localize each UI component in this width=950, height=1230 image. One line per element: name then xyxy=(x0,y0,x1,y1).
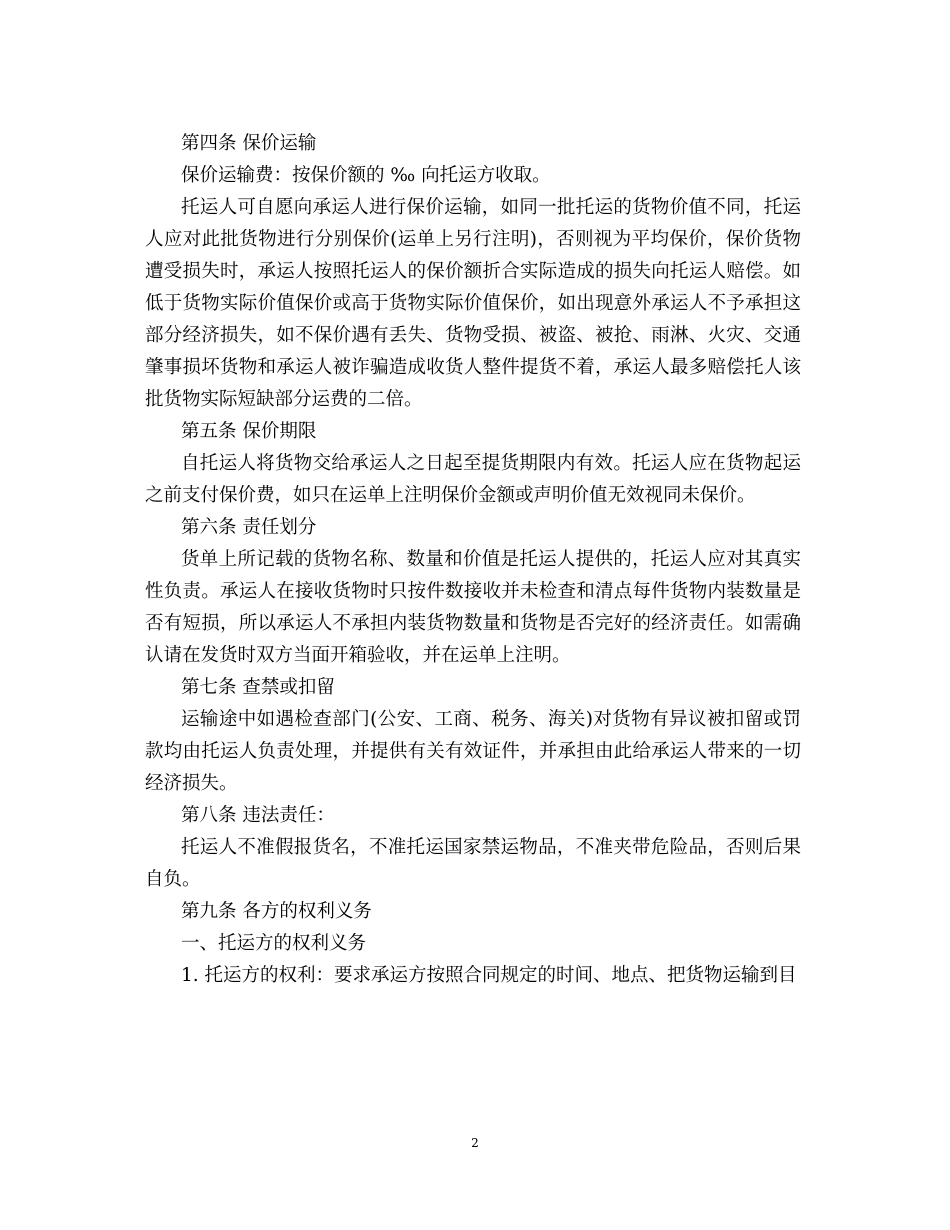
seizure-paragraph: 运输途中如遇检查部门(公安、工商、税务、海关)对货物有异议被扣留或罚款均由托运人负责处理，并提供有关有效证件，并承担由此给承运人带来的一切经济损失。 xyxy=(145,709,801,794)
responsibility-paragraph: 货单上所记载的货物名称、数量和价值是托运人提供的，托运人应对其真实性负责。承运人在接收货物时只按件数接收并未检查和清点每件货物内装数量是否有短损，所以承运人不承担内装货物数量和货物是否完好的经济责任。如需确认请在发货时双方当面开箱验收，并在运单上注明。 xyxy=(145,549,801,666)
article-7-heading: 第七条 查禁或扣留 xyxy=(181,677,335,698)
insured-fee-paragraph: 保价运输费：按保价额的 ‰ 向托运方收取。 xyxy=(181,165,551,186)
page-number: 2 xyxy=(471,1136,479,1150)
article-8-heading: 第八条 违法责任： xyxy=(181,805,335,826)
article-6-heading: 第六条 责任划分 xyxy=(181,517,317,538)
document-body xyxy=(145,128,801,992)
shipper-rights-item-1: 1. 托运方的权利：要求承运方按照合同规定的时间、地点、把货物运输到目 xyxy=(181,965,797,986)
article-5-heading: 第五条 保价期限 xyxy=(181,421,317,442)
illegal-liability-paragraph: 托运人不准假报货名，不准托运国家禁运物品，不准夹带危险品，否则后果自负。 xyxy=(145,837,801,890)
shipper-rights-heading: 一、托运方的权利义务 xyxy=(181,933,367,954)
insured-period-paragraph: 自托运人将货物交给承运人之日起至提货期限内有效。托运人应在货物起运之前支付保价费，如只在运单上注明保价金额或声明价值无效视同未保价。 xyxy=(145,453,801,506)
article-4-heading: 第四条 保价运输 xyxy=(181,133,317,154)
article-9-heading: 第九条 各方的权利义务 xyxy=(181,901,372,922)
insured-transport-paragraph: 托运人可自愿向承运人进行保价运输，如同一批托运的货物价值不同，托运人应对此批货物进行分别保价(运单上另行注明)，否则视为平均保价，保价货物遭受损失时，承运人按照托运人的保价额折合实际造成的损失向托运人赔偿。如低于货物实际价值保价或高于货物实际价值保价，如出现意外承运人不予承担这部分经济损失，如不保价遇有丢失、货物受损、被盗、被抢、雨淋、火灾、交通肇事损坏货物和承运人被诈骗造成收货人整件提货不着，承运人最多赔偿托人该批货物实际短缺部分运费的二倍。 xyxy=(145,197,801,410)
